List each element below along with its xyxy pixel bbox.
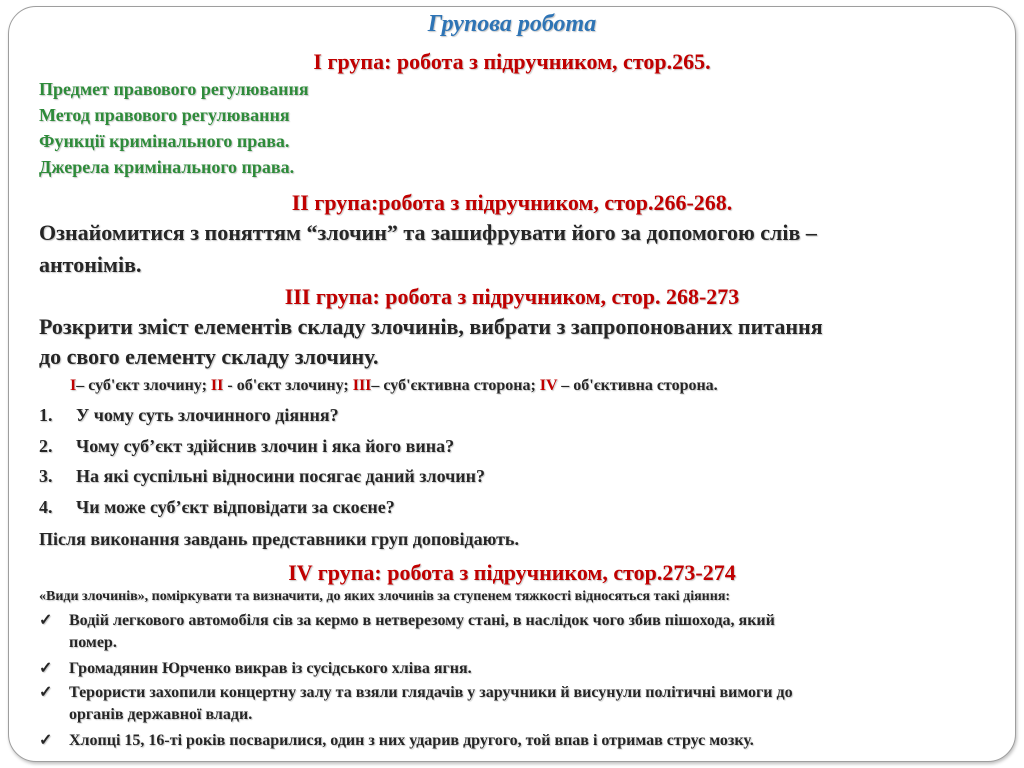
page-title: Групова робота <box>427 11 597 37</box>
checkmark-icon: ✓ <box>39 732 53 749</box>
question-text: На які суспільні відносини посягає даний злочин? <box>76 466 485 486</box>
question-number: 4. <box>39 497 53 517</box>
question-text: У чому суть злочинного діяння? <box>76 405 339 425</box>
group3-task-line2: до свого елементу складу злочину. <box>39 344 379 369</box>
checklist-item <box>39 658 472 678</box>
question-item <box>39 405 339 426</box>
report-instruction: Після виконання завдань представники груп доповідають. <box>39 529 519 549</box>
key-text: – об'єктивна сторона. <box>557 377 718 394</box>
group1-item: Функції кримінального права. <box>39 131 290 151</box>
key-marker: ІІІ <box>352 377 372 394</box>
key-text: - об'єкт злочину; <box>223 377 353 394</box>
key-marker: І <box>70 377 77 394</box>
group3-heading: ІІІ група: робота з підручником, стор. 268-273 <box>284 284 740 309</box>
question-number: 2. <box>39 436 53 456</box>
group1-heading: І група: робота з підручником, стор.265. <box>313 49 711 74</box>
question-text: Чому суб’єкт здійснив злочин і яка його вина? <box>76 436 455 456</box>
question-text: Чи може суб’єкт відповідати за скоєне? <box>76 497 395 517</box>
checklist-text-continued: помер. <box>69 634 117 651</box>
checklist-text: Терористи захопили концертну залу та взяли глядачів у заручники й висунули політичні вимоги до <box>69 684 793 701</box>
group2-heading: ІІ група:робота з підручником, стор.266-268. <box>291 190 733 215</box>
group2-task-line2: антонімів. <box>39 252 142 277</box>
key-marker: ІІ <box>210 377 224 394</box>
key-text: – суб'єктивна сторона; <box>371 377 540 394</box>
group3-task-line1: Розкрити зміст елементів складу злочинів, вибрати з запропонованих питання <box>39 314 823 339</box>
question-item <box>39 466 485 487</box>
checkmark-icon: ✓ <box>39 684 53 701</box>
group1-item: Предмет правового регулювання <box>39 79 309 99</box>
checklist-text: Хлопці 15, 16-ті років посварилися, один з них ударив другого, той впав і отримав струс мозку. <box>69 732 754 749</box>
checklist-text: Водій легкового автомобіля сів за кермо в нетверезому стані, в наслідок чого збив пішохода, який <box>69 612 775 629</box>
checklist-text: Громадянин Юрченко викрав із сусідського хліва ягня. <box>69 660 472 677</box>
checklist-text-continued: органів державної влади. <box>69 706 253 723</box>
checkmark-icon: ✓ <box>39 612 53 629</box>
question-item <box>39 436 454 457</box>
key-text: – суб'єкт злочину; <box>76 377 211 394</box>
question-item <box>39 497 395 518</box>
checklist-item <box>39 682 793 702</box>
element-key-legend <box>70 377 718 395</box>
checkmark-icon: ✓ <box>39 660 53 677</box>
question-number: 1. <box>39 405 53 425</box>
key-marker: IV <box>539 377 558 394</box>
group1-item: Метод правового регулювання <box>39 105 290 125</box>
checklist-item <box>39 610 775 630</box>
group1-item: Джерела кримінального права. <box>39 157 295 177</box>
group4-heading: IV група: робота з підручником, стор.273-274 <box>288 560 736 585</box>
group4-intro: «Види злочинів», поміркувати та визначити, до яких злочинів за ступенем тяжкості відносяться такі діяння: <box>39 589 731 604</box>
question-number: 3. <box>39 466 53 486</box>
checklist-item <box>39 730 754 750</box>
group2-task-line1: Ознайомитися з поняттям “злочин” та зашифрувати його за допомогою слів – <box>39 220 817 245</box>
